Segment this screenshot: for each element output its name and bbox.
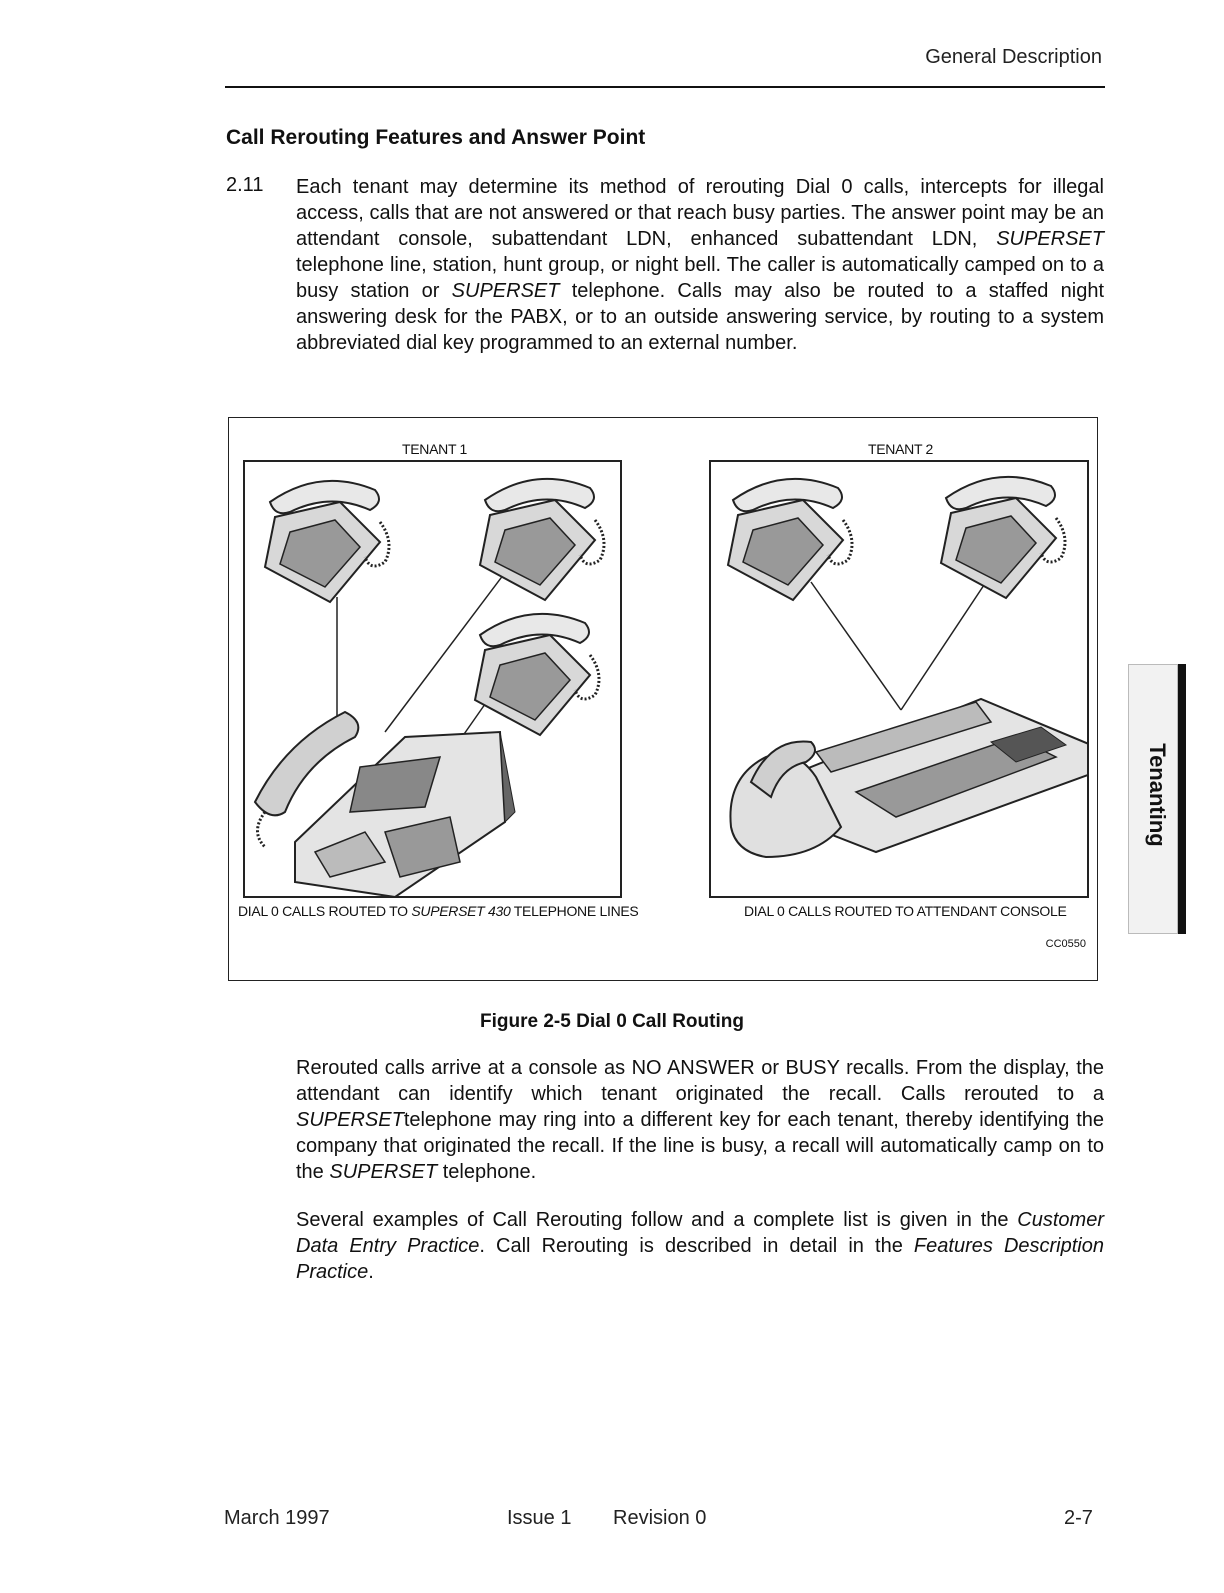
running-header: General Description: [925, 46, 1102, 68]
attendant-console-icon: [730, 699, 1087, 857]
telephone-icon: [475, 614, 599, 735]
telephone-icon: [728, 479, 852, 600]
tenant-1-label: TENANT 1: [402, 441, 468, 457]
tenant-1-illustration: [245, 462, 620, 896]
superset-430-telephone-icon: [255, 712, 515, 896]
footer-revision: Revision 0: [613, 1507, 707, 1529]
footer-date: March 1997: [224, 1507, 330, 1529]
footer-page-number: 2-7: [1064, 1507, 1093, 1529]
body-paragraph-1: Rerouted calls arrive at a console as NO ANSWER or BUSY recalls. From the display, the attendant can identify which tenant originated the recall. Calls rerouted to a SUPERSETtelephone may ring into a different key for each tenant, thereby identifying the company that originated the recall. If the line is busy, a recall will automatically camp on to the SUPERSET telephone.: [296, 1057, 1104, 1183]
telephone-icon: [941, 477, 1065, 598]
section-tab: [1128, 664, 1186, 934]
figure-caption-tenant-1: DIAL 0 CALLS ROUTED TO SUPERSET 430 TELEPHONE LINES: [238, 903, 639, 919]
tenant-1-panel: [243, 460, 622, 898]
body-paragraph-2: Several examples of Call Rerouting follow and a complete list is given in the Customer Data Entry Practice. Call Rerouting is described in detail in the Features Description Practice.: [296, 1209, 1104, 1283]
figure-title: Figure 2-5 Dial 0 Call Routing: [480, 1011, 744, 1032]
footer-issue: Issue 1: [507, 1507, 572, 1529]
paragraph-number: 2.11: [226, 174, 264, 196]
section-tab-bar: [1178, 664, 1186, 934]
telephone-icon: [265, 481, 389, 602]
section-tab-label: Tenanting: [1145, 743, 1170, 847]
figure-caption-tenant-2: DIAL 0 CALLS ROUTED TO ATTENDANT CONSOLE: [744, 903, 1067, 919]
tenant-2-label: TENANT 2: [868, 441, 934, 457]
paragraph-2-11: Each tenant may determine its method of rerouting Dial 0 calls, intercepts for illegal access, calls that are not answered or that reach busy parties. The answer point may be an attendant console, subattendant LDN, enhanced subattendant LDN, SUPERSET telephone line, station, hunt group, or night bell. The caller is automatically camped on to a busy station or SUPERSET telephone. Calls may also be routed to a staffed night answering desk for the PABX, or to an outside answering service, by routing to a system abbreviated dial key programmed to an external number.: [296, 176, 1105, 354]
tenant-2-panel: [709, 460, 1089, 898]
section-heading: Call Rerouting Features and Answer Point: [226, 126, 646, 149]
tenant-2-illustration: [711, 462, 1087, 896]
header-divider: [225, 86, 1105, 88]
figure-code: CC0550: [1045, 938, 1086, 950]
